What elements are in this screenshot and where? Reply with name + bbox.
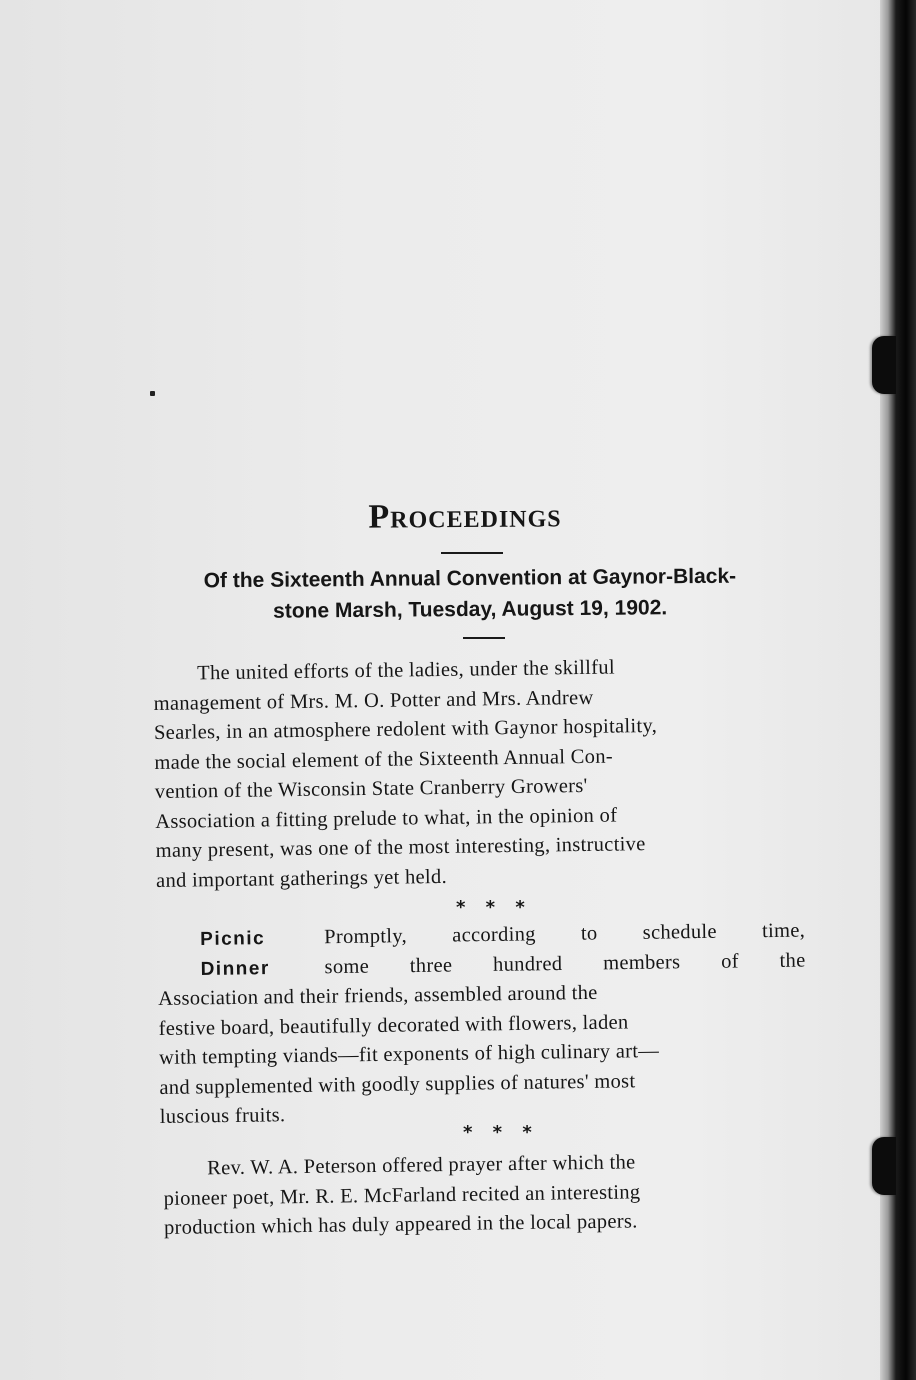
text-line: and important gatherings yet held.: [155, 865, 448, 892]
paragraph-prayer: [163, 1146, 812, 1244]
section-separator: * * *: [456, 897, 532, 918]
text-line: Searles, in an atmosphere redolent with Gaynor hospitality,: [153, 714, 658, 744]
subtitle-rule: [463, 637, 505, 639]
text-line: festive board, beautifully decorated with flowers, laden: [158, 1010, 629, 1040]
paragraph-social-element: [153, 651, 808, 896]
section-separator: * * *: [463, 1122, 539, 1143]
binding-hole-bottom: [872, 1137, 896, 1195]
text-line: and supplemented with goodly supplies of natures' most: [159, 1069, 636, 1099]
subtitle-line-1: Of the Sixteenth Annual Convention at Gaynor-Black-: [203, 564, 737, 593]
text-line: luscious fruits.: [159, 1104, 286, 1128]
text-line: pioneer poet, Mr. R. E. McFarland recited an interesting: [163, 1180, 641, 1210]
text-line: Association and their friends, assembled around the: [158, 981, 598, 1010]
paragraph-picnic-dinner-continued: [158, 976, 808, 1133]
text-line: vention of the Wisconsin State Cranberry Growers': [154, 774, 588, 803]
text-line: management of Mrs. M. O. Potter and Mrs. Andrew: [153, 686, 594, 715]
text-line: with tempting viands—fit exponents of high culinary art—: [158, 1040, 660, 1069]
page-title: Proceedings: [368, 497, 562, 536]
text-line: some three hundred members of the: [324, 949, 806, 978]
text-line: The united efforts of the ladies, under the skillful: [197, 656, 616, 685]
text-line: made the social element of the Sixteenth Annual Con-: [154, 745, 614, 774]
text-line: Rev. W. A. Peterson offered prayer after which the: [207, 1151, 636, 1180]
binding-hole-top: [872, 336, 896, 394]
print-speck: [150, 391, 155, 396]
text-line: Association a fitting prelude to what, in the opinion of: [155, 804, 618, 833]
text-line: production which has duly appeared in the local papers.: [163, 1210, 638, 1239]
text-line: Promptly, according to schedule time,: [324, 919, 806, 949]
paragraph-picnic-dinner: [200, 917, 806, 984]
text-line: many present, was one of the most interesting, instructive: [155, 833, 646, 862]
sidehead-picnic: Picnic: [200, 928, 266, 950]
sidehead-dinner: Dinner: [200, 957, 270, 980]
title-rule: [441, 552, 503, 554]
subtitle-line-2: stone Marsh, Tuesday, August 19, 1902.: [272, 596, 668, 623]
subtitle: [120, 560, 821, 628]
